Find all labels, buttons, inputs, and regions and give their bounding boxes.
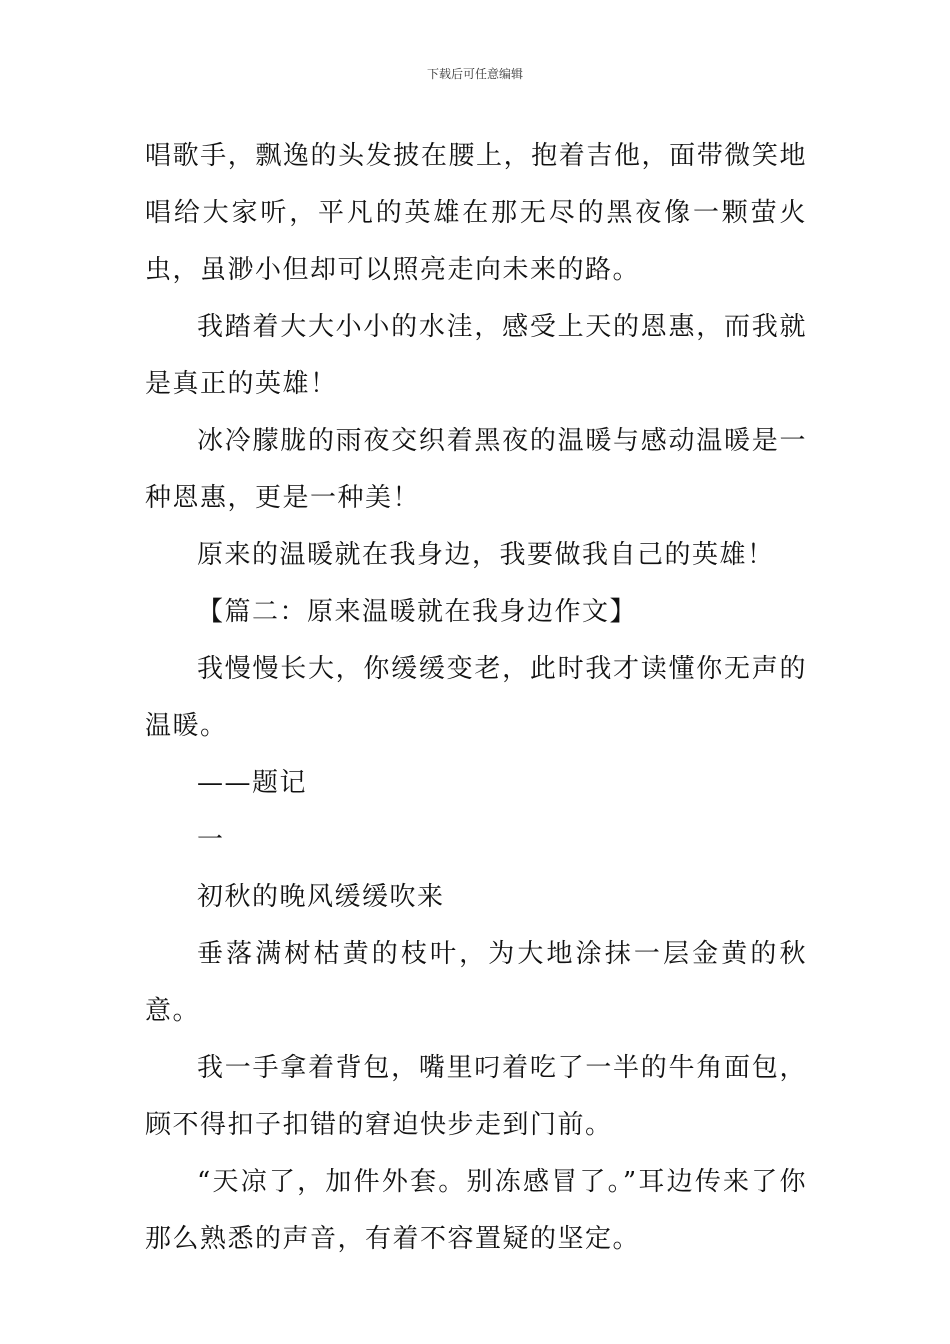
paragraph-10: 垂落满树枯黄的枝叶，为大地涂抹一层金黄的秋意。 <box>145 939 807 1026</box>
paragraph-12: “天凉了，加件外套。别冻感冒了。”耳边传来了你那么熟悉的声音，有着不容置疑的坚定。 <box>145 1167 807 1254</box>
epigraph-attribution: ——题记 <box>197 768 308 798</box>
paragraph-4: 原来的温暖就在我身边，我要做我自己的英雄！ <box>197 540 775 570</box>
document-body <box>145 128 807 1268</box>
paragraph-6: 我慢慢长大，你缓缓变老，此时我才读懂你无声的温暖。 <box>145 654 807 741</box>
paragraph-11: 我一手拿着背包，嘴里叼着吃了一半的牛角面包，顾不得扣子扣错的窘迫快步走到门前。 <box>145 1053 807 1140</box>
paragraph-3: 冰冷朦胧的雨夜交织着黑夜的温暖与感动温暖是一种恩惠，更是一种美！ <box>145 426 807 513</box>
section-heading: 【篇二：原来温暖就在我身边作文】 <box>197 597 638 627</box>
paragraph-9: 初秋的晚风缓缓吹来 <box>197 882 445 912</box>
section-number: 一 <box>197 825 225 855</box>
paragraph-1: 唱歌手，飘逸的头发披在腰上，抱着吉他，面带微笑地唱给大家听，平凡的英雄在那无尽的黑夜像一颗萤火虫，虽渺小但却可以照亮走向未来的路。 <box>145 141 807 285</box>
page-header: 下载后可任意编辑 <box>426 67 523 81</box>
paragraph-2: 我踏着大大小小的水洼，感受上天的恩惠，而我就是真正的英雄！ <box>145 312 807 399</box>
